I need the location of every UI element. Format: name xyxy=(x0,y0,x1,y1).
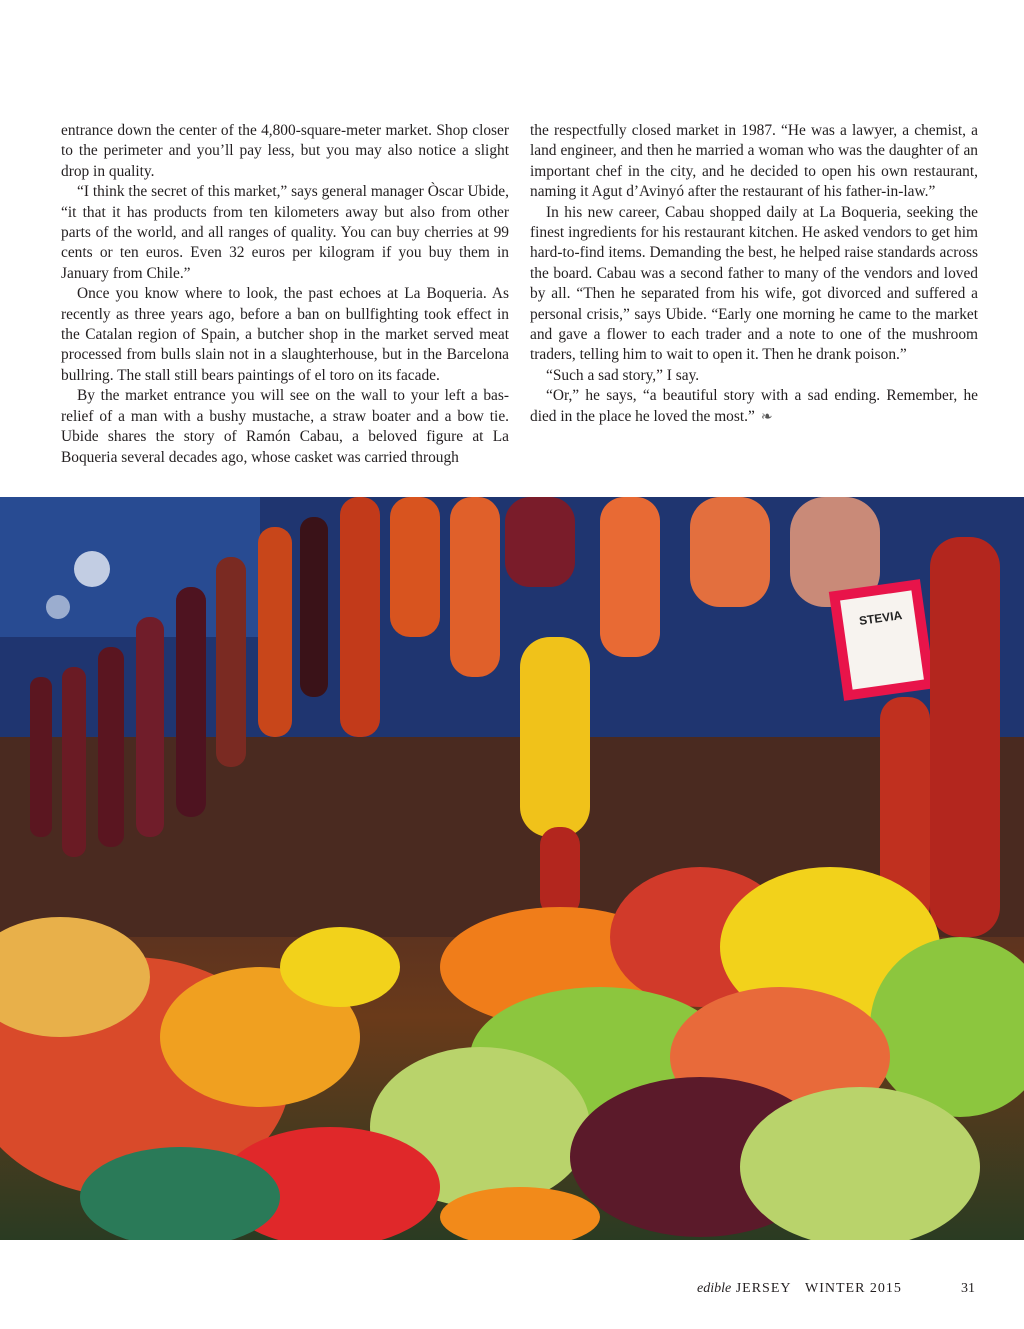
brand-italic: edible xyxy=(697,1281,732,1296)
paragraph: the respectfully closed market in 1987. “He was a lawyer, a chemist, a land engineer, and then he married a woman who was the daughter of an important chef in the city, and he decided to open his own restaurant, naming it Agut d’Avinyó after the restaurant of his father-in-law.” xyxy=(530,122,978,201)
paragraph: entrance down the center of the 4,800-square-meter market. Shop closer to the perimeter and you’ll pay less, but you may also notice a slight drop in quality. xyxy=(61,122,509,180)
ceiling-lamp xyxy=(46,595,70,619)
article-left-column xyxy=(61,121,509,468)
paragraph: By the market entrance you will see on the wall to your left a bas-relief of a man with a bushy mustache, a straw boater and a bow tie. Ubide shares the story of Ramón Cabau, a beloved figure at La Boqueria several decades ago, whose casket was carried through xyxy=(61,387,509,466)
paragraph: In his new career, Cabau shopped daily at La Boqueria, seeking the finest ingredients for his restaurant kitchen. He asked vendors to get him hard-to-find items. Demanding the best, he helped raise standards across the board. Cabau was a second father to many of the vendors and loved by all. “Then he separated from his wife, got divorced and suffered a personal crisis,” says Ubide. “Early one morning he came to the market and gave a flower to each trader and a note to one of the mushroom traders, telling him to wait to open it. Then he drank poison.” xyxy=(530,203,978,364)
paragraph-text: “Or,” he says, “a beautiful story with a sad ending. Remember, he died in the place he loved the most.” xyxy=(530,387,978,425)
paragraph: Once you know where to look, the past echoes at La Boqueria. As recently as three years ago, before a ban on bullfighting took effect in the Catalan region of Spain, a butcher shop in the market served meat processed from bulls slain not in a slaughterhouse, but in the Barcelona bullring. The stall still bears paintings of el toro on its facade. xyxy=(61,285,509,384)
paragraph xyxy=(530,386,978,428)
stevia-sign xyxy=(829,579,935,701)
paragraph: “Such a sad story,” I say. xyxy=(546,366,700,384)
market-photo-illustration xyxy=(0,497,1024,1240)
magazine-brand xyxy=(697,1281,792,1297)
brand-name: JERSEY xyxy=(735,1281,792,1296)
issue-date: WINTER 2015 xyxy=(805,1281,902,1296)
article-right-column xyxy=(530,121,978,428)
paragraph: “I think the secret of this market,” says general manager Òscar Ubide, “it that it has products from ten kilometers away but also from other parts of the world, and all ranges of quality. You can buy cherries at 99 cents or ten euros. Even 32 euros per kilogram if you buy them in January from Chile.” xyxy=(61,183,509,282)
end-mark-icon: ❧ xyxy=(760,409,773,425)
page-footer xyxy=(0,1281,1024,1305)
page-number: 31 xyxy=(961,1281,975,1296)
ceiling-lamp xyxy=(74,551,110,587)
market-photo xyxy=(0,497,1024,1240)
stevia-sign-text: STEVIA xyxy=(858,608,904,628)
